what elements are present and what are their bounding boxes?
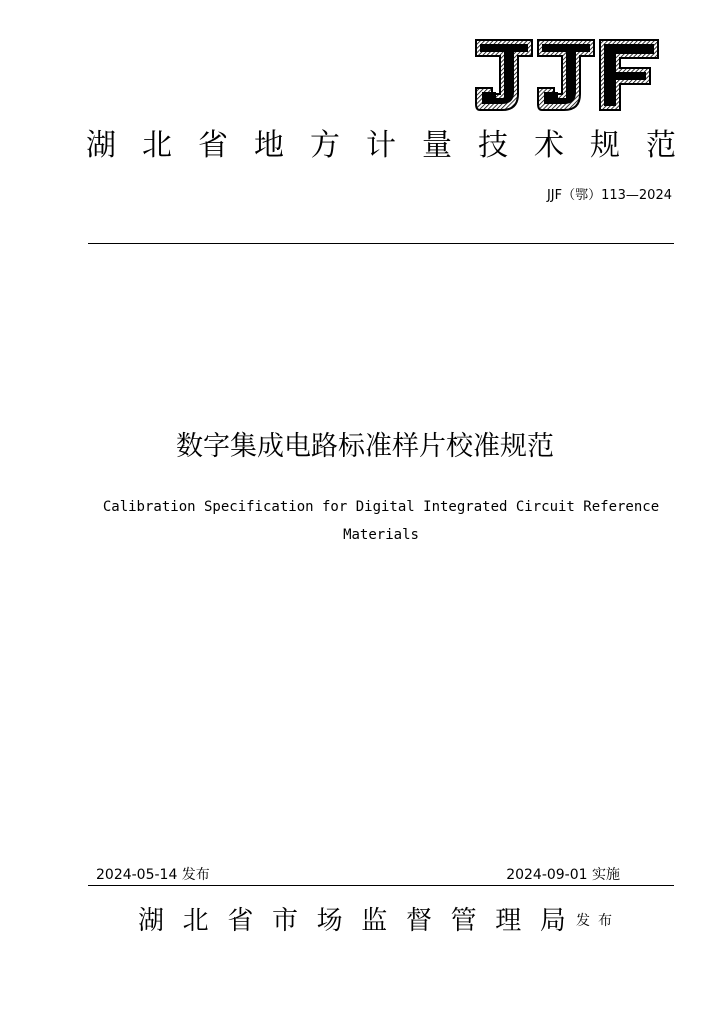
document-title-en [88,493,674,549]
series-char: 规 [590,128,620,163]
logo-letter-j2 [538,40,594,110]
series-char: 地 [254,128,284,163]
publisher-char: 理 [495,905,522,936]
issue-date: 2024-05-14 发布 [96,867,210,883]
header-divider [88,243,674,244]
publisher-char: 湖 [138,905,165,936]
publisher-char: 省 [227,905,254,936]
series-char: 省 [198,128,228,163]
publisher-char: 市 [271,905,298,936]
publisher-char: 局 [539,905,566,936]
publisher-name [138,898,566,938]
publisher-char: 场 [316,905,343,936]
publisher-char: 管 [450,905,477,936]
jjf-logo [474,38,660,112]
logo-letter-f [600,40,658,110]
document-title-en-line2: Materials [343,527,419,543]
publish-label: 发布 [576,913,620,929]
series-char: 技 [478,128,508,163]
document-title-zh: 数字集成电路标准样片校准规范 [176,431,554,462]
series-char: 量 [422,128,452,163]
series-char: 范 [646,128,676,163]
publisher-char: 督 [405,905,432,936]
publisher-char: 监 [361,905,388,936]
series-char: 湖 [86,128,116,163]
publisher-char: 北 [182,905,209,936]
series-title [86,120,676,164]
document-number: JJF（鄂）113—2024 [546,188,672,203]
footer-divider [88,885,674,886]
document-title-en-line1: Calibration Specification for Digital Integrated Circuit Reference [102,499,660,515]
effective-date: 2024-09-01 实施 [506,867,620,883]
series-char: 计 [366,128,396,163]
logo-letter-j1 [476,40,532,110]
series-char: 术 [534,128,564,163]
series-char: 北 [142,128,172,163]
series-char: 方 [310,128,340,163]
